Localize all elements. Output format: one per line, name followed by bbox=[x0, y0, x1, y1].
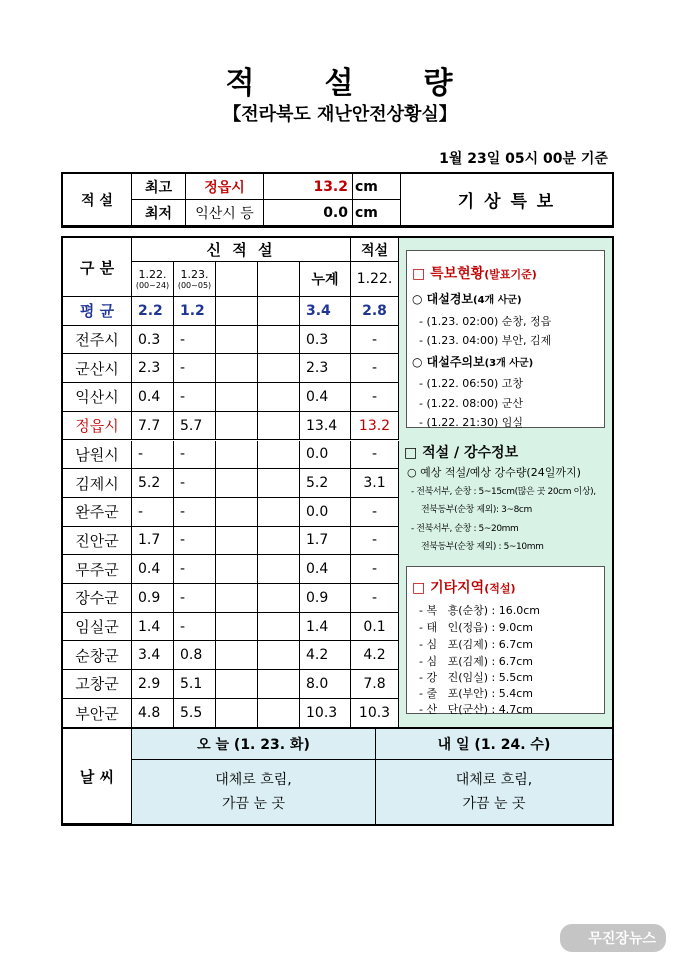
empty-cell bbox=[258, 555, 300, 584]
cell-region: 고창군 bbox=[63, 670, 132, 699]
empty-cell bbox=[216, 326, 258, 355]
tomorrow-line: 대체로 흐림, bbox=[455, 772, 533, 788]
cell-region: 진안군 bbox=[63, 527, 132, 556]
cell-d1: 1.7 bbox=[132, 527, 174, 556]
min-value: 0.0 bbox=[264, 200, 353, 226]
header-total: 누계 bbox=[300, 262, 351, 297]
cell-d2: - bbox=[174, 584, 216, 613]
empty-cell bbox=[216, 262, 258, 297]
summary-label: 적 설 bbox=[63, 174, 132, 226]
other-region-item: - 심 포(김제) : 6.7cm bbox=[419, 655, 533, 668]
cell-total: 13.4 bbox=[300, 412, 351, 441]
cell-region: 장수군 bbox=[63, 584, 132, 613]
warning-title-text: ○ 대설경보 bbox=[412, 292, 474, 306]
alerts-title bbox=[412, 263, 537, 283]
weather-alert-header: 기 상 특 보 bbox=[401, 174, 612, 226]
cell-d1: 5.2 bbox=[132, 469, 174, 498]
cell-acc: 4.2 bbox=[351, 641, 399, 670]
today-header: 오 늘 (1. 23. 화) bbox=[132, 729, 376, 760]
cell-d1: 3.4 bbox=[132, 641, 174, 670]
cell-total: 10.3 bbox=[300, 699, 351, 728]
empty-cell bbox=[258, 383, 300, 412]
other-regions-title bbox=[412, 577, 516, 597]
cell-region: 임실군 bbox=[63, 613, 132, 642]
cell-d2: 0.8 bbox=[174, 641, 216, 670]
cell-region: 전주시 bbox=[63, 326, 132, 355]
cell-total: 2.3 bbox=[300, 354, 351, 383]
cell-region: 완주군 bbox=[63, 498, 132, 527]
forecast-line: - 전북서부, 순창 : 5~15cm(많은 곳 20cm 이상), bbox=[411, 487, 596, 497]
forecast-line: 전북동부(순창 제외) : 5~10mm bbox=[421, 542, 544, 552]
empty-cell bbox=[258, 441, 300, 470]
empty-cell bbox=[258, 699, 300, 728]
cell-d2: 1.2 bbox=[174, 297, 216, 326]
empty-cell bbox=[258, 262, 300, 297]
cell-d1: 2.2 bbox=[132, 297, 174, 326]
empty-cell bbox=[216, 641, 258, 670]
empty-cell bbox=[258, 412, 300, 441]
other-region-item: - 복 흥(순창) : 16.0cm bbox=[419, 604, 540, 617]
cell-region: 무주군 bbox=[63, 555, 132, 584]
other-regions-note: (적설) bbox=[484, 582, 516, 595]
empty-cell bbox=[216, 699, 258, 728]
other-region-item: - 심 포(김제) : 6.7cm bbox=[419, 638, 533, 651]
cell-acc: - bbox=[351, 441, 399, 470]
empty-cell bbox=[216, 412, 258, 441]
cell-d2: - bbox=[174, 326, 216, 355]
cell-d2: - bbox=[174, 613, 216, 642]
cell-d1: 0.3 bbox=[132, 326, 174, 355]
cell-acc: 0.1 bbox=[351, 613, 399, 642]
advisory-title bbox=[412, 353, 533, 370]
cell-acc: - bbox=[351, 555, 399, 584]
empty-cell bbox=[216, 584, 258, 613]
cell-d1: 7.7 bbox=[132, 412, 174, 441]
cell-acc: - bbox=[351, 326, 399, 355]
other-region-item: - 강 진(임실) : 5.5cm bbox=[419, 671, 533, 684]
cell-d2: - bbox=[174, 498, 216, 527]
empty-cell bbox=[258, 498, 300, 527]
empty-cell bbox=[216, 613, 258, 642]
cell-acc: 7.8 bbox=[351, 670, 399, 699]
max-value: 13.2 bbox=[264, 174, 353, 200]
cell-region: 평 균 bbox=[63, 297, 132, 326]
other-region-item: - 태 인(정읍) : 9.0cm bbox=[419, 621, 533, 634]
title-char: 량 bbox=[423, 66, 455, 101]
cell-total: 5.2 bbox=[300, 469, 351, 498]
alerts-title-text: □ 특보현황 bbox=[412, 266, 485, 282]
empty-cell bbox=[258, 584, 300, 613]
base-time: 1월 23일 05시 00분 기준 bbox=[439, 151, 608, 167]
today-line: 가끔 눈 곳 bbox=[222, 796, 285, 812]
date1-label: 1.22. bbox=[138, 268, 167, 281]
min-label: 최저 bbox=[132, 200, 186, 226]
header-date1 bbox=[132, 262, 174, 297]
cell-acc: 10.3 bbox=[351, 699, 399, 728]
forecast-title: □ 적설 / 강수정보 bbox=[404, 445, 519, 461]
cell-total: 1.7 bbox=[300, 527, 351, 556]
other-region-item: - 산 단(군산) : 4.7cm bbox=[419, 703, 533, 716]
cell-d2: - bbox=[174, 441, 216, 470]
warning-item: - (1.23. 04:00) 부안, 김제 bbox=[419, 334, 552, 347]
cell-region: 익산시 bbox=[63, 383, 132, 412]
empty-cell bbox=[258, 670, 300, 699]
watermark: 무진장뉴스 bbox=[560, 924, 666, 952]
cell-region: 부안군 bbox=[63, 699, 132, 728]
cell-d1: 2.9 bbox=[132, 670, 174, 699]
cell-d1: 0.4 bbox=[132, 555, 174, 584]
cell-d2: - bbox=[174, 469, 216, 498]
cell-acc: 2.8 bbox=[351, 297, 399, 326]
tomorrow-header: 내 일 (1. 24. 수) bbox=[376, 729, 612, 760]
weather-table bbox=[61, 729, 614, 826]
empty-cell bbox=[258, 613, 300, 642]
cell-d1: - bbox=[132, 441, 174, 470]
cell-d1: 4.8 bbox=[132, 699, 174, 728]
today-line: 대체로 흐림, bbox=[215, 772, 292, 788]
cell-acc: - bbox=[351, 527, 399, 556]
cell-d1: 0.4 bbox=[132, 383, 174, 412]
cell-total: 4.2 bbox=[300, 641, 351, 670]
header-region: 구 분 bbox=[63, 238, 132, 297]
cell-d1: 2.3 bbox=[132, 354, 174, 383]
cell-acc: - bbox=[351, 584, 399, 613]
cell-total: 0.0 bbox=[300, 441, 351, 470]
cell-region: 남원시 bbox=[63, 441, 132, 470]
tomorrow-line: 가끔 눈 곳 bbox=[462, 796, 526, 812]
cell-d2: - bbox=[174, 555, 216, 584]
info-panel bbox=[399, 238, 612, 727]
other-region-item: - 줄 포(부안) : 5.4cm bbox=[419, 687, 533, 700]
empty-cell bbox=[258, 469, 300, 498]
date2-range: (00~05) bbox=[177, 281, 212, 290]
warning-title bbox=[412, 290, 522, 307]
cell-d2: 5.5 bbox=[174, 699, 216, 728]
empty-cell bbox=[216, 441, 258, 470]
cell-region: 정읍시 bbox=[63, 412, 132, 441]
alerts-box bbox=[406, 250, 605, 428]
cell-total: 0.3 bbox=[300, 326, 351, 355]
cell-acc: 3.1 bbox=[351, 469, 399, 498]
cell-total: 0.4 bbox=[300, 555, 351, 584]
tomorrow-forecast bbox=[376, 760, 612, 824]
advisory-item: - (1.22. 21:30) 임실 bbox=[419, 416, 523, 429]
cell-d1: - bbox=[132, 498, 174, 527]
max-label: 최고 bbox=[132, 174, 186, 200]
weather-label: 날 씨 bbox=[63, 729, 132, 824]
empty-cell bbox=[258, 297, 300, 326]
cell-region: 순창군 bbox=[63, 641, 132, 670]
empty-cell bbox=[216, 354, 258, 383]
cell-total: 0.4 bbox=[300, 383, 351, 412]
empty-cell bbox=[258, 527, 300, 556]
empty-cell bbox=[258, 354, 300, 383]
title-char: 적 bbox=[225, 66, 257, 101]
snow-table bbox=[61, 236, 614, 729]
cell-total: 0.0 bbox=[300, 498, 351, 527]
max-unit: cm bbox=[353, 174, 401, 200]
cell-acc: - bbox=[351, 354, 399, 383]
empty-cell bbox=[216, 297, 258, 326]
forecast-line: 전북동부(순창 제외): 3~8cm bbox=[421, 505, 532, 515]
other-regions-box bbox=[406, 566, 605, 714]
cell-total: 0.9 bbox=[300, 584, 351, 613]
title-char: 설 bbox=[324, 66, 356, 101]
cell-d2: 5.7 bbox=[174, 412, 216, 441]
warning-count: (4개 사군) bbox=[473, 295, 522, 306]
forecast-line: - 전북서부, 순창 : 5~20mm bbox=[411, 524, 519, 534]
cell-d2: 5.1 bbox=[174, 670, 216, 699]
advisory-item: - (1.22. 08:00) 군산 bbox=[419, 397, 523, 410]
advisory-count: (3개 사군) bbox=[484, 358, 534, 369]
empty-cell bbox=[216, 498, 258, 527]
cell-d2: - bbox=[174, 383, 216, 412]
header-date2 bbox=[174, 262, 216, 297]
empty-cell bbox=[216, 383, 258, 412]
cell-total: 8.0 bbox=[300, 670, 351, 699]
cell-d1: 0.9 bbox=[132, 584, 174, 613]
forecast-line: ○ 예상 적설/예상 강수량(24일까지) bbox=[407, 466, 581, 479]
alerts-title-note: (발표기준) bbox=[484, 268, 537, 281]
other-regions-title-text: □ 기타지역 bbox=[412, 580, 485, 596]
advisory-item: - (1.22. 06:50) 고창 bbox=[419, 377, 523, 390]
cell-total: 1.4 bbox=[300, 613, 351, 642]
warning-item: - (1.23. 02:00) 순창, 정읍 bbox=[419, 315, 552, 328]
cell-d2: - bbox=[174, 354, 216, 383]
cell-total: 3.4 bbox=[300, 297, 351, 326]
cell-acc: 13.2 bbox=[351, 412, 399, 441]
empty-cell bbox=[258, 641, 300, 670]
page-subtitle: 【전라북도 재난안전상황실】 bbox=[223, 104, 457, 125]
cell-d2: - bbox=[174, 527, 216, 556]
empty-cell bbox=[216, 670, 258, 699]
empty-cell bbox=[216, 469, 258, 498]
today-forecast bbox=[132, 760, 376, 824]
min-region: 익산시 등 bbox=[186, 200, 264, 226]
cell-acc: - bbox=[351, 383, 399, 412]
summary-table bbox=[61, 172, 614, 228]
advisory-title-text: ○ 대설주의보 bbox=[412, 355, 485, 369]
cell-region: 군산시 bbox=[63, 354, 132, 383]
empty-cell bbox=[216, 555, 258, 584]
cell-region: 김제시 bbox=[63, 469, 132, 498]
header-accum: 적설 bbox=[351, 238, 399, 262]
cell-d1: 1.4 bbox=[132, 613, 174, 642]
max-region: 정읍시 bbox=[186, 174, 264, 200]
date1-range: (00~24) bbox=[135, 281, 170, 290]
min-unit: cm bbox=[353, 200, 401, 226]
page-title bbox=[0, 58, 680, 102]
empty-cell bbox=[258, 326, 300, 355]
empty-cell bbox=[216, 527, 258, 556]
cell-acc: - bbox=[351, 498, 399, 527]
header-accum-date: 1.22. bbox=[351, 262, 399, 297]
header-new-snow: 신 적 설 bbox=[132, 238, 351, 262]
date2-label: 1.23. bbox=[180, 268, 209, 281]
